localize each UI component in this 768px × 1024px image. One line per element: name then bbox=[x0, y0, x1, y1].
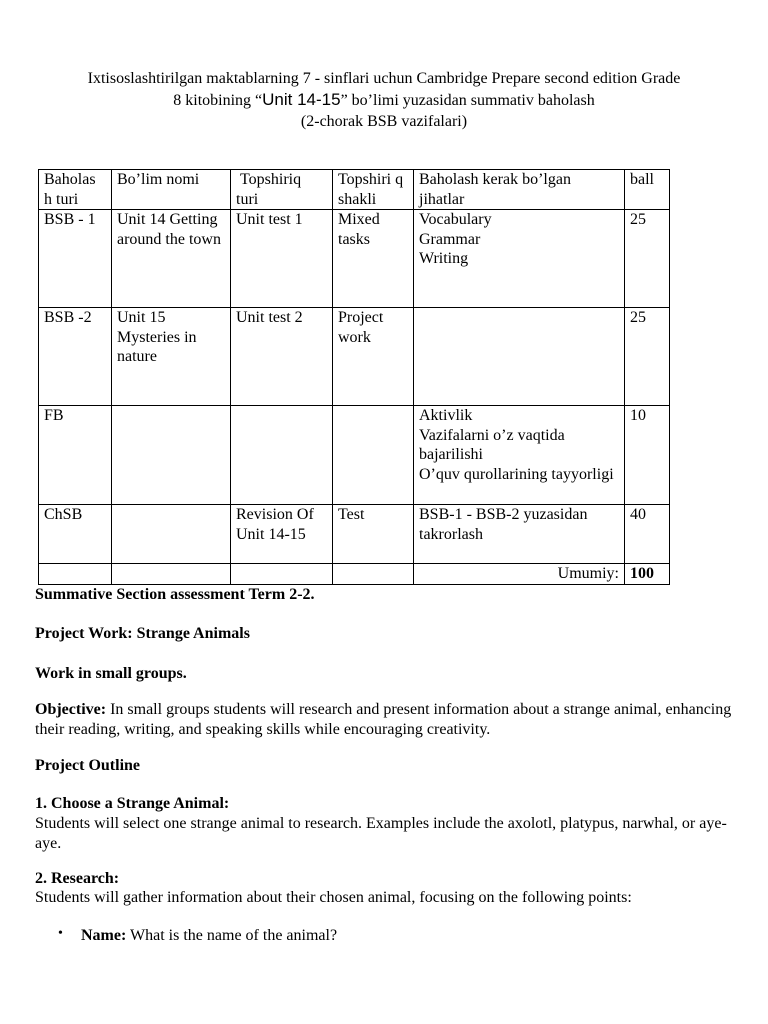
table-total-row bbox=[39, 564, 670, 585]
step-2-title: 2. Research: bbox=[35, 870, 120, 887]
row-section: Unit 14 Getting around the town bbox=[112, 210, 231, 308]
row-type: BSB -2 bbox=[39, 308, 112, 406]
row-criteria: Vocabulary Grammar Writing bbox=[414, 210, 625, 308]
row-task: Revision Of Unit 14-15 bbox=[231, 505, 333, 564]
header-cell: ball bbox=[625, 170, 670, 210]
row-form: Mixed tasks bbox=[333, 210, 414, 308]
outline-title: Project Outline bbox=[35, 757, 141, 774]
header-cell: Topshiri q shakli bbox=[333, 170, 414, 210]
table-header-row bbox=[39, 170, 670, 210]
header-cell: Bo’lim nomi bbox=[112, 170, 231, 210]
row-ball: 40 bbox=[625, 505, 670, 564]
header-cell: Baholash kerak bo’lgan jihatlar bbox=[414, 170, 625, 210]
total-value: 100 bbox=[625, 564, 670, 585]
title-line-1: Ixtisoslashtirilgan maktablarning 7 - sinflari uchun Cambridge Prepare second edition Grade bbox=[87, 70, 681, 87]
table-row bbox=[39, 308, 670, 406]
objective-paragraph bbox=[35, 700, 735, 740]
empty-cell bbox=[39, 564, 112, 585]
row-task: Unit test 1 bbox=[231, 210, 333, 308]
row-ball: 10 bbox=[625, 406, 670, 505]
table-row bbox=[39, 406, 670, 505]
row-ball: 25 bbox=[625, 210, 670, 308]
row-section bbox=[112, 406, 231, 505]
bullet-item-name bbox=[81, 926, 768, 946]
row-section: Unit 15 Mysteries in nature bbox=[112, 308, 231, 406]
table-row bbox=[39, 505, 670, 564]
step-2-text: Students will gather information about their chosen animal, focusing on the following points: bbox=[35, 889, 632, 906]
row-ball: 25 bbox=[625, 308, 670, 406]
title-unit: Unit 14-15 bbox=[262, 90, 341, 109]
row-criteria: BSB-1 - BSB-2 yuzasidan takrorlash bbox=[414, 505, 625, 564]
row-task: Unit test 2 bbox=[231, 308, 333, 406]
bullet-icon: • bbox=[58, 926, 63, 941]
row-section bbox=[112, 505, 231, 564]
objective-text: In small groups students will research and present information about a strange animal, enhancing their reading, writing, and speaking skills while encouraging creativity. bbox=[35, 701, 732, 738]
objective-label: Objective: bbox=[35, 701, 107, 718]
bullet-text: What is the name of the animal? bbox=[126, 927, 338, 944]
row-criteria bbox=[414, 308, 625, 406]
title-line-3: (2-chorak BSB vazifalari) bbox=[300, 113, 468, 130]
row-task bbox=[231, 406, 333, 505]
row-type: FB bbox=[39, 406, 112, 505]
step-1-text: Students will select one strange animal to research. Examples include the axolotl, platypus, narwhal, or aye-aye. bbox=[35, 815, 727, 852]
total-label: Umumiy: bbox=[414, 564, 625, 585]
row-form: Test bbox=[333, 505, 414, 564]
project-title: Project Work: Strange Animals bbox=[35, 625, 250, 642]
empty-cell bbox=[231, 564, 333, 585]
table-row bbox=[39, 210, 670, 308]
summative-title: Summative Section assessment Term 2-2. bbox=[35, 586, 315, 603]
work-mode: Work in small groups. bbox=[35, 665, 187, 682]
title-line-2-suffix: ” bo’limi yuzasidan summativ baholash bbox=[340, 92, 595, 109]
document-title bbox=[20, 68, 748, 132]
step-1-title: 1. Choose a Strange Animal: bbox=[35, 795, 230, 812]
header-cell: Baholas h turi bbox=[39, 170, 112, 210]
bullet-label: Name: bbox=[81, 927, 127, 944]
title-line-2 bbox=[20, 89, 748, 111]
row-type: ChSB bbox=[39, 505, 112, 564]
row-criteria: Aktivlik Vazifalarni o’z vaqtida bajarilishi O’quv qurollarining tayyorligi bbox=[414, 406, 625, 505]
empty-cell bbox=[112, 564, 231, 585]
title-line-2-prefix: 8 kitobining “ bbox=[173, 92, 263, 109]
row-form bbox=[333, 406, 414, 505]
empty-cell bbox=[333, 564, 414, 585]
row-type: BSB - 1 bbox=[39, 210, 112, 308]
header-cell: Topshiriq turi bbox=[231, 170, 333, 210]
assessment-table bbox=[38, 169, 670, 585]
row-form: Project work bbox=[333, 308, 414, 406]
